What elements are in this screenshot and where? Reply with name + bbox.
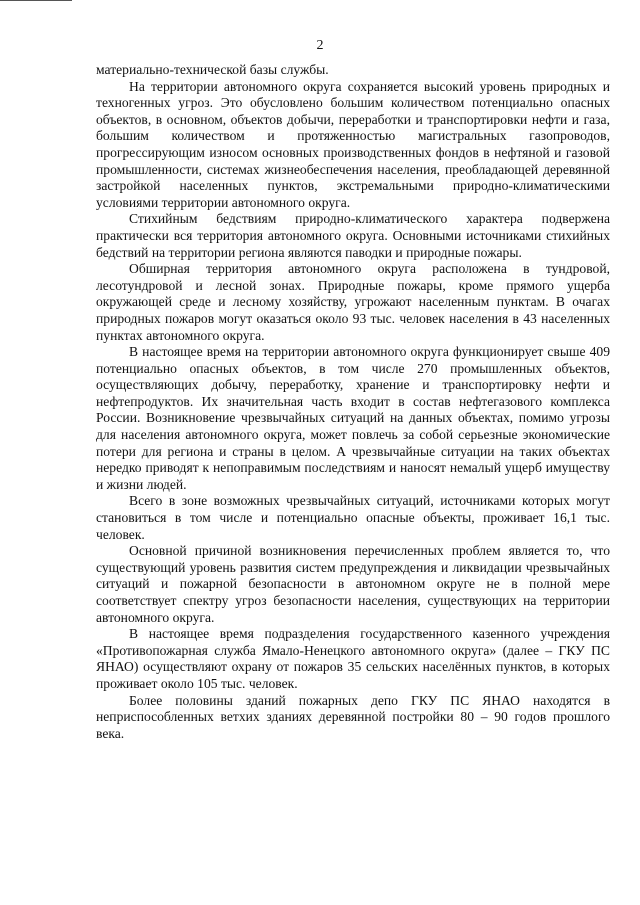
paragraph-population-at-risk: Всего в зоне возможных чрезвычайных ситуаций, источниками которых могут становиться в том числе и потенциально опасные объекты, проживает 16,1 тыс. человек. xyxy=(96,493,610,542)
paragraph-fire-service: В настоящее время подразделения государственного казенного учреждения «Противопожарная служба Ямало-Ненецкого автономного округа» (далее – ГКУ ПС ЯНАО) осуществляют охрану от пожаров 35 сельских населённых пунктов, в которых проживает около 105 тыс. человек. xyxy=(96,626,610,691)
paragraph-main-cause: Основной причиной возникновения перечисленных проблем является то, что существующий уровень развития систем предупреждения и ликвидации чрезвычайных ситуаций и пожарной безопасности в автономном округе не в полной мере соответствует спектру угроз безопасности населения, существующих на территории автономного округа. xyxy=(96,543,610,625)
document-body xyxy=(96,62,610,742)
paragraph-continuation: материально-технической базы службы. xyxy=(96,62,329,77)
paragraph-natural-disasters: Стихийным бедствиям природно-климатического характера подвержена практически вся территория автономного округа. Основными источниками стихийных бедствий на территории региона являются паводки и природные пожары. xyxy=(96,211,610,260)
paragraph-fire-depots: Более половины зданий пожарных депо ГКУ ПС ЯНАО находятся в неприспособленных ветхих зданиях деревянной постройки 80 – 90 годов прошлого века. xyxy=(96,692,610,741)
paragraph-hazardous-objects: В настоящее время на территории автономного округа функционирует свыше 409 потенциально опасных объектов, в том числе 270 промышленных объектов, осуществляющих добычу, переработку, хранение и транспортировку нефти и нефтепродуктов. Их значительная часть входит в состав нефтегазового комплекса России. Возникновение чрезвычайных ситуаций на данных объектах, помимо угрозы для населения автономного округа, может повлечь за собой серьезные экономические потери для региона и страны в целом. А чрезвычайные ситуации на таких объектах нередко приводят к непоправимым последствиям и наносят немалый ущерб имуществу и жизни людей. xyxy=(96,344,610,492)
paragraph-wildfires: Обширная территория автономного округа расположена в тундровой, лесотундровой и лесной зонах. Природные пожары, кроме прямого ущерба окружающей среде и лесному хозяйству, угрожают населенным пунктам. В очагах природных пожаров могут оказаться около 93 тыс. человек населения в 43 населенных пунктах автономного округа. xyxy=(96,261,610,343)
page-number: 2 xyxy=(316,38,324,53)
paragraph-threats: На территории автономного округа сохраняется высокий уровень природных и техногенных угроз. Это обусловлено большим количеством потенциально опасных объектов, в основном, объектов добычи, переработки и транспортировки нефти и газа, большим количеством и протяженностью магистральных газопроводов, прогрессирующим износом основных производственных фондов в нефтяной и газовой промышленности, системах жизнеобеспечения населения, преобладающей деревянной застройкой населенных пунктов, экстремальными природно-климатическими условиями территории автономного округа. xyxy=(96,78,610,210)
scan-corner-mark xyxy=(0,0,72,1)
